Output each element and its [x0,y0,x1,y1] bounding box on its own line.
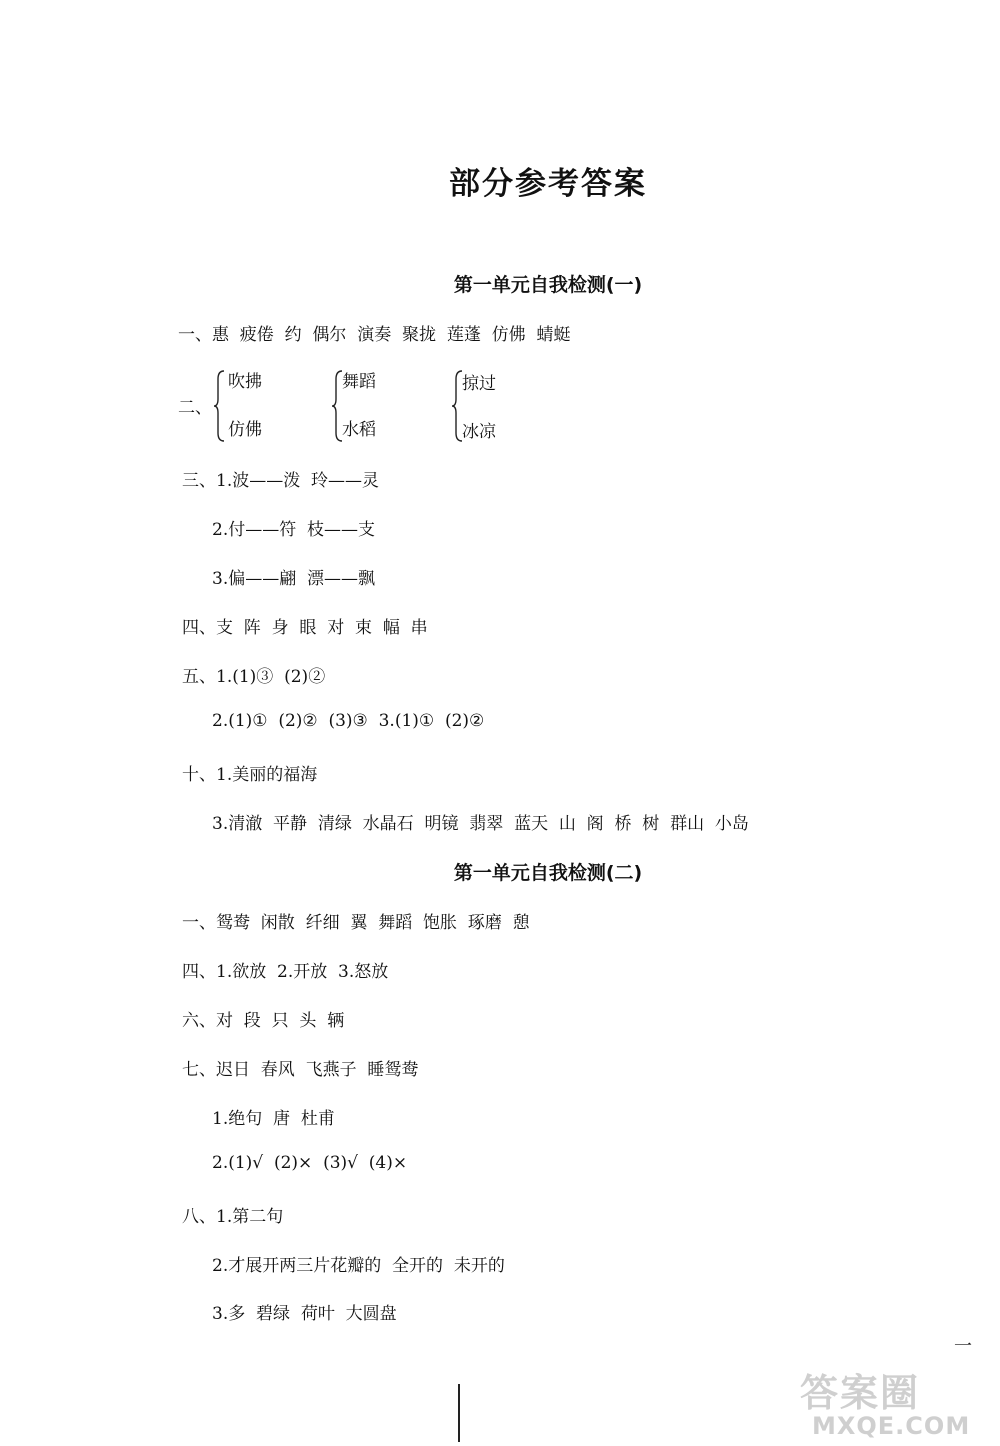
s1-answer-3-line-3: 3.偏——翩 漂——飘 [212,569,376,589]
s2-answer-4: 四、1.欲放 2.开放 3.怒放 [182,962,389,982]
page-number: 一 [954,1336,972,1357]
s2-answer-7-line-2: 1.绝句 唐 杜甫 [212,1109,335,1129]
s2-answer-1: 一、鸳鸯 闲散 纤细 翼 舞蹈 饱胀 琢磨 憩 [182,913,530,933]
s1-answer-5-line-2: 2.(1)① (2)② (3)③ 3.(1)① (2)② [212,711,485,731]
s1-answer-5-line-1: 五、1.(1)③ (2)② [182,667,326,687]
watermark-logo: 答案圈 [800,1371,921,1415]
brace-2-top: 舞蹈 [342,372,376,392]
s1-answer-2 [178,365,578,445]
s1-answer-4: 四、支 阵 身 眼 对 束 幅 串 [182,618,428,638]
s2-answer-8-line-2: 2.才展开两三片花瓣的 全开的 未开的 [212,1256,505,1276]
s2-answer-6: 六、对 段 只 头 辆 [182,1011,345,1031]
s1-answer-3-line-2: 2.付——符 枝——支 [212,520,376,540]
left-brace-icon [214,369,226,443]
s2-answer-8-line-1: 八、1.第二句 [182,1207,284,1227]
section-heading-1: 第一单元自我检测(一) [453,274,643,296]
watermark-url: MXQE.COM [812,1412,971,1440]
s2-answer-8-line-3: 3.多 碧绿 荷叶 大圆盘 [212,1304,397,1324]
s1-answer-10-line-2: 3.清澈 平静 清绿 水晶石 明镜 翡翠 蓝天 山 阁 桥 树 群山 小岛 [212,814,749,834]
brace-3-top: 掠过 [462,374,496,394]
s1-answer-10-line-1: 十、1.美丽的福海 [182,765,318,785]
brace-1-bottom: 仿佛 [228,420,262,440]
s2-answer-7-line-3: 2.(1)√ (2)× (3)√ (4)× [212,1153,408,1173]
brace-2-bottom: 水稻 [342,420,376,440]
scan-mark [458,1384,460,1442]
s1-answer-1: 一、惠 疲倦 约 偶尔 演奏 聚拢 莲蓬 仿佛 蜻蜓 [178,325,571,345]
s1-answer-3-line-1: 三、1.波——泼 玲——灵 [182,471,380,491]
watermark [800,1372,996,1442]
page-title: 部分参考答案 [449,166,647,202]
s2-answer-7-line-1: 七、迟日 春风 飞燕子 睡鸳鸯 [182,1060,419,1080]
brace-1-top: 吹拂 [228,372,262,392]
section-heading-2: 第一单元自我检测(二) [453,862,643,884]
brace-3-bottom: 冰凉 [462,422,496,442]
s1-answer-2-label: 二、 [178,398,212,418]
